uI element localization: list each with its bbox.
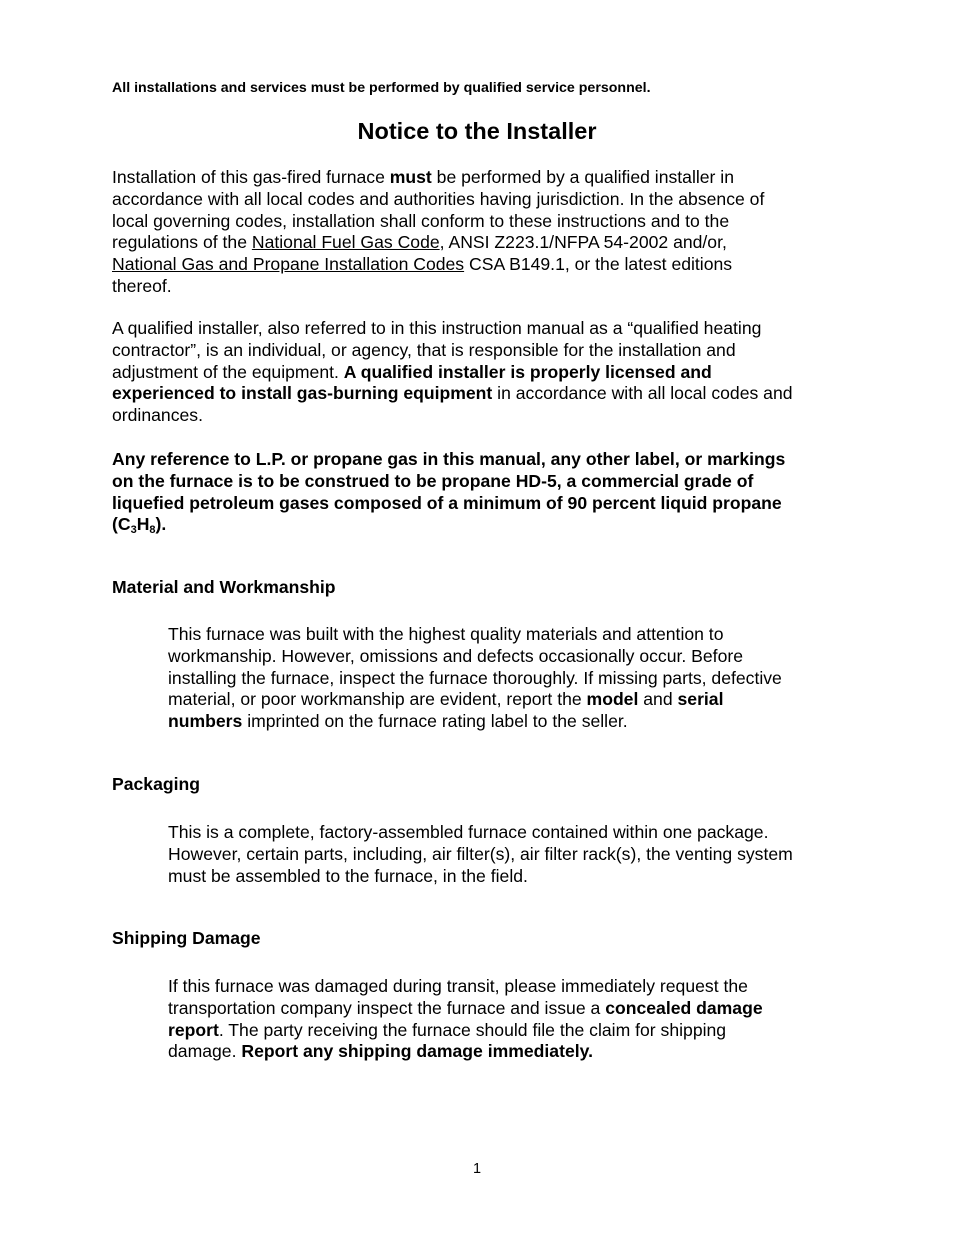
- text-line: National Gas and Propane Installation Codes CSA B149.1, or the latest editions: [112, 254, 733, 275]
- text-line: regulations of the National Fuel Gas Code, ANSI Z223.1/NFPA 54-2002 and/or,: [112, 232, 727, 253]
- section-heading-shipping: Shipping Damage: [112, 928, 261, 948]
- section-heading-material: Material and Workmanship: [112, 577, 336, 597]
- text-line: material, or poor workmanship are evident, report the model and serial: [168, 689, 724, 710]
- emphasis-must: must: [389, 167, 432, 187]
- material-paragraph: [168, 624, 852, 733]
- text-line: numbers imprinted on the furnace rating label to the seller.: [168, 711, 628, 732]
- intro-paragraph-2: [112, 318, 852, 427]
- text-line: $(C_3H_8)$.: [112, 514, 167, 537]
- page-number: 1: [472, 1161, 482, 1177]
- propane-notice: [112, 449, 852, 536]
- text-line: thereof.: [112, 275, 172, 296]
- text-line: on the furnace is to be construed to be propane HD-5, a commercial grade of: [112, 470, 754, 491]
- text-line: ordinances.: [112, 405, 203, 426]
- text-line: A qualified installer, also referred to in this instruction manual as a “qualified heating: [112, 318, 762, 338]
- text-line: Installation of this gas-fired furnace must be performed by a qualified installer in: [112, 167, 734, 187]
- text-line: damage. Report any shipping damage immediately.: [168, 1041, 593, 1062]
- text-line: experienced to install gas-burning equipment in accordance with all local codes and: [112, 383, 793, 404]
- text-line: However, certain parts, including, air filter(s), air filter rack(s), the venting system: [168, 843, 793, 864]
- text-line: accordance with all local codes and authorities having jurisdiction. In the absence of: [112, 188, 765, 209]
- propane-installation-codes-link: National Gas and Propane Installation Codes: [112, 254, 465, 275]
- page-title: Notice to the Installer: [357, 118, 597, 144]
- text-line: contractor”, is an individual, or agency, that is responsible for the installation and: [112, 339, 736, 360]
- text-line: installing the furnace, inspect the furnace thoroughly. If missing parts, defective: [168, 667, 782, 688]
- shipping-paragraph: [168, 976, 852, 1063]
- qualified-personnel-note: All installations and services must be performed by qualified service personnel.: [112, 80, 651, 96]
- text-line: report. The party receiving the furnace should file the claim for shipping: [168, 1019, 727, 1040]
- intro-paragraph-1: [112, 167, 852, 298]
- text-line: liquefied petroleum gases composed of a minimum of 90 percent liquid propane: [112, 492, 782, 513]
- text-line: must be assembled to the furnace, in the field.: [168, 865, 528, 886]
- text-line: This furnace was built with the highest quality materials and attention to: [168, 624, 724, 644]
- text-line: local governing codes, installation shall conform to these instructions and to the: [112, 210, 730, 231]
- section-heading-packaging: Packaging: [112, 774, 201, 794]
- text-line: Any reference to L.P. or propane gas in this manual, any other label, or markings: [112, 449, 786, 469]
- text-line: If this furnace was damaged during transit, please immediately request the: [168, 976, 748, 996]
- text-line: transportation company inspect the furnace and issue a concealed damage: [168, 997, 763, 1018]
- text-line: adjustment of the equipment. A qualified installer is properly licensed and: [112, 361, 712, 382]
- national-fuel-gas-code-link: National Fuel Gas Code: [251, 232, 440, 253]
- packaging-paragraph: [168, 822, 852, 887]
- text-line: workmanship. However, omissions and defects occasionally occur. Before: [168, 645, 744, 666]
- text-line: This is a complete, factory-assembled furnace contained within one package.: [168, 822, 769, 842]
